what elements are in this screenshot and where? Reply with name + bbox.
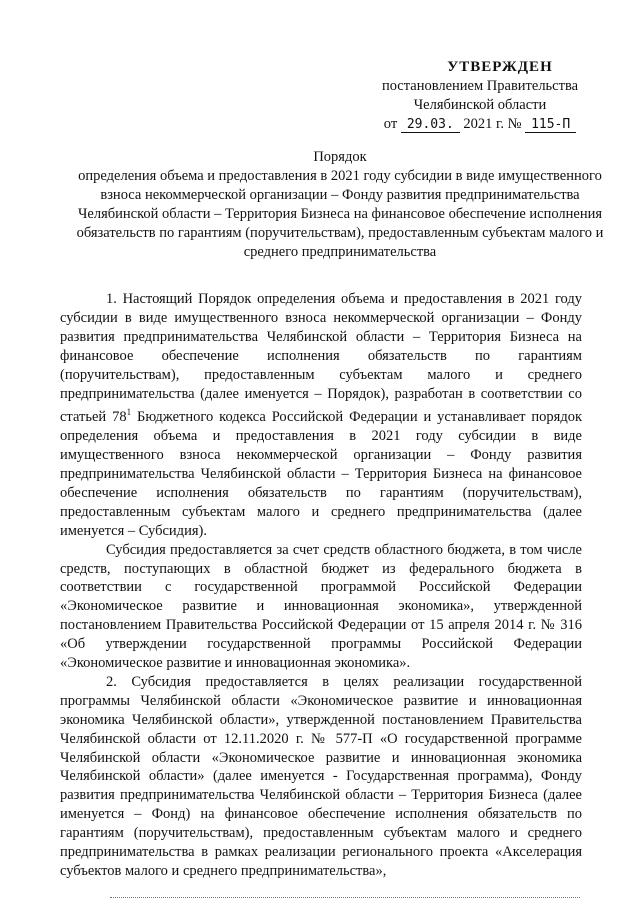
footnote-superscript: 1: [126, 407, 132, 418]
document-body: [60, 290, 582, 881]
paragraph-1: [60, 290, 582, 541]
title-word: Порядок: [313, 149, 367, 165]
paragraph-2: Субсидия предоставляется за счет средств областного бюджета, в том числе средств, поступающих в областной бюджет из федерального бюджета в соответствии с государственной программой Российской Федерации «Экономическое развитие и инновационная экономика», утвержденной постановлением Правительства Российской Федерации от 15 апреля 2014 г. № 316 «Об утверждении государственной программы Российской Федерации «Экономическое развитие и инновационная экономика».: [60, 541, 582, 672]
approval-stamp: [360, 58, 600, 134]
approval-heading: УТВЕРЖДЕН: [447, 59, 553, 75]
approval-number: 115-П: [525, 117, 576, 133]
date-prefix: от: [383, 116, 398, 132]
approval-year: 2021 г. №: [463, 116, 522, 132]
title-text: определения объема и предоставления в 2021 году субсидии в виде имущественного взноса некоммерческой организации – Фонду развития предпринимательства Челябинской области – Территория Бизнеса на финансовое обеспечение исполнения обязательств по гарантиям (поручительствам), предоставленным субъектам малого и среднего предпринимательства: [76, 168, 604, 260]
paragraph-1-part-a: 1. Настоящий Порядок определения объема и предоставления в 2021 году субсидии в виде имущественного взноса некоммерческой организации – Фонду развития предпринимательства Челябинской области – Территория Бизнеса на финансовое обеспечение исполнения обязательств по гарантиям (поручительствам), предоставленным субъектам малого и среднего предпринимательства (далее именуется – Порядок), разработан в соответствии со статьей 78: [60, 291, 582, 426]
paragraph-3: 2. Субсидия предоставляется в целях реализации государственной программы Челябинской области «Экономическое развитие и инновационная экономика Челябинской области», утвержденной постановлением Правительства Челябинской области от 12.11.2020 г. № 577-П «О государственной программе Челябинской области «Экономическое развитие и инновационная экономика Челябинской области» (далее именуется - Государственная программа), Фонду развития предпринимательства Челябинской области – Территория Бизнеса (далее именуется – Фонд) на финансовое обеспечение исполнения обязательств по гарантиям (поручительствам), предоставленным субъектам малого и среднего предпринимательства в рамках реализации регионального проекта «Акселерация субъектов малого и среднего предпринимательства»,: [60, 673, 582, 880]
document-title: [70, 148, 610, 262]
paragraph-1-part-b: Бюджетного кодекса Российской Федерации и устанавливает порядок определения объема и предоставления в 2021 году субсидии в виде имущественного взноса некоммерческой организации – Фонду развития предпринимательства Челябинской области – Территория Бизнеса на финансовое обеспечение исполнения обязательств по гарантиям (поручительствам), предоставленным субъектам малого и среднего предпринимательства (далее именуется – Субсидия).: [60, 409, 583, 539]
approval-date-line: [360, 115, 600, 134]
approval-date: 29.03.: [401, 117, 460, 133]
approval-line-2: Челябинской области: [413, 97, 547, 113]
page-bottom-rule: [110, 897, 580, 898]
approval-line-1: постановлением Правительства: [381, 78, 579, 94]
